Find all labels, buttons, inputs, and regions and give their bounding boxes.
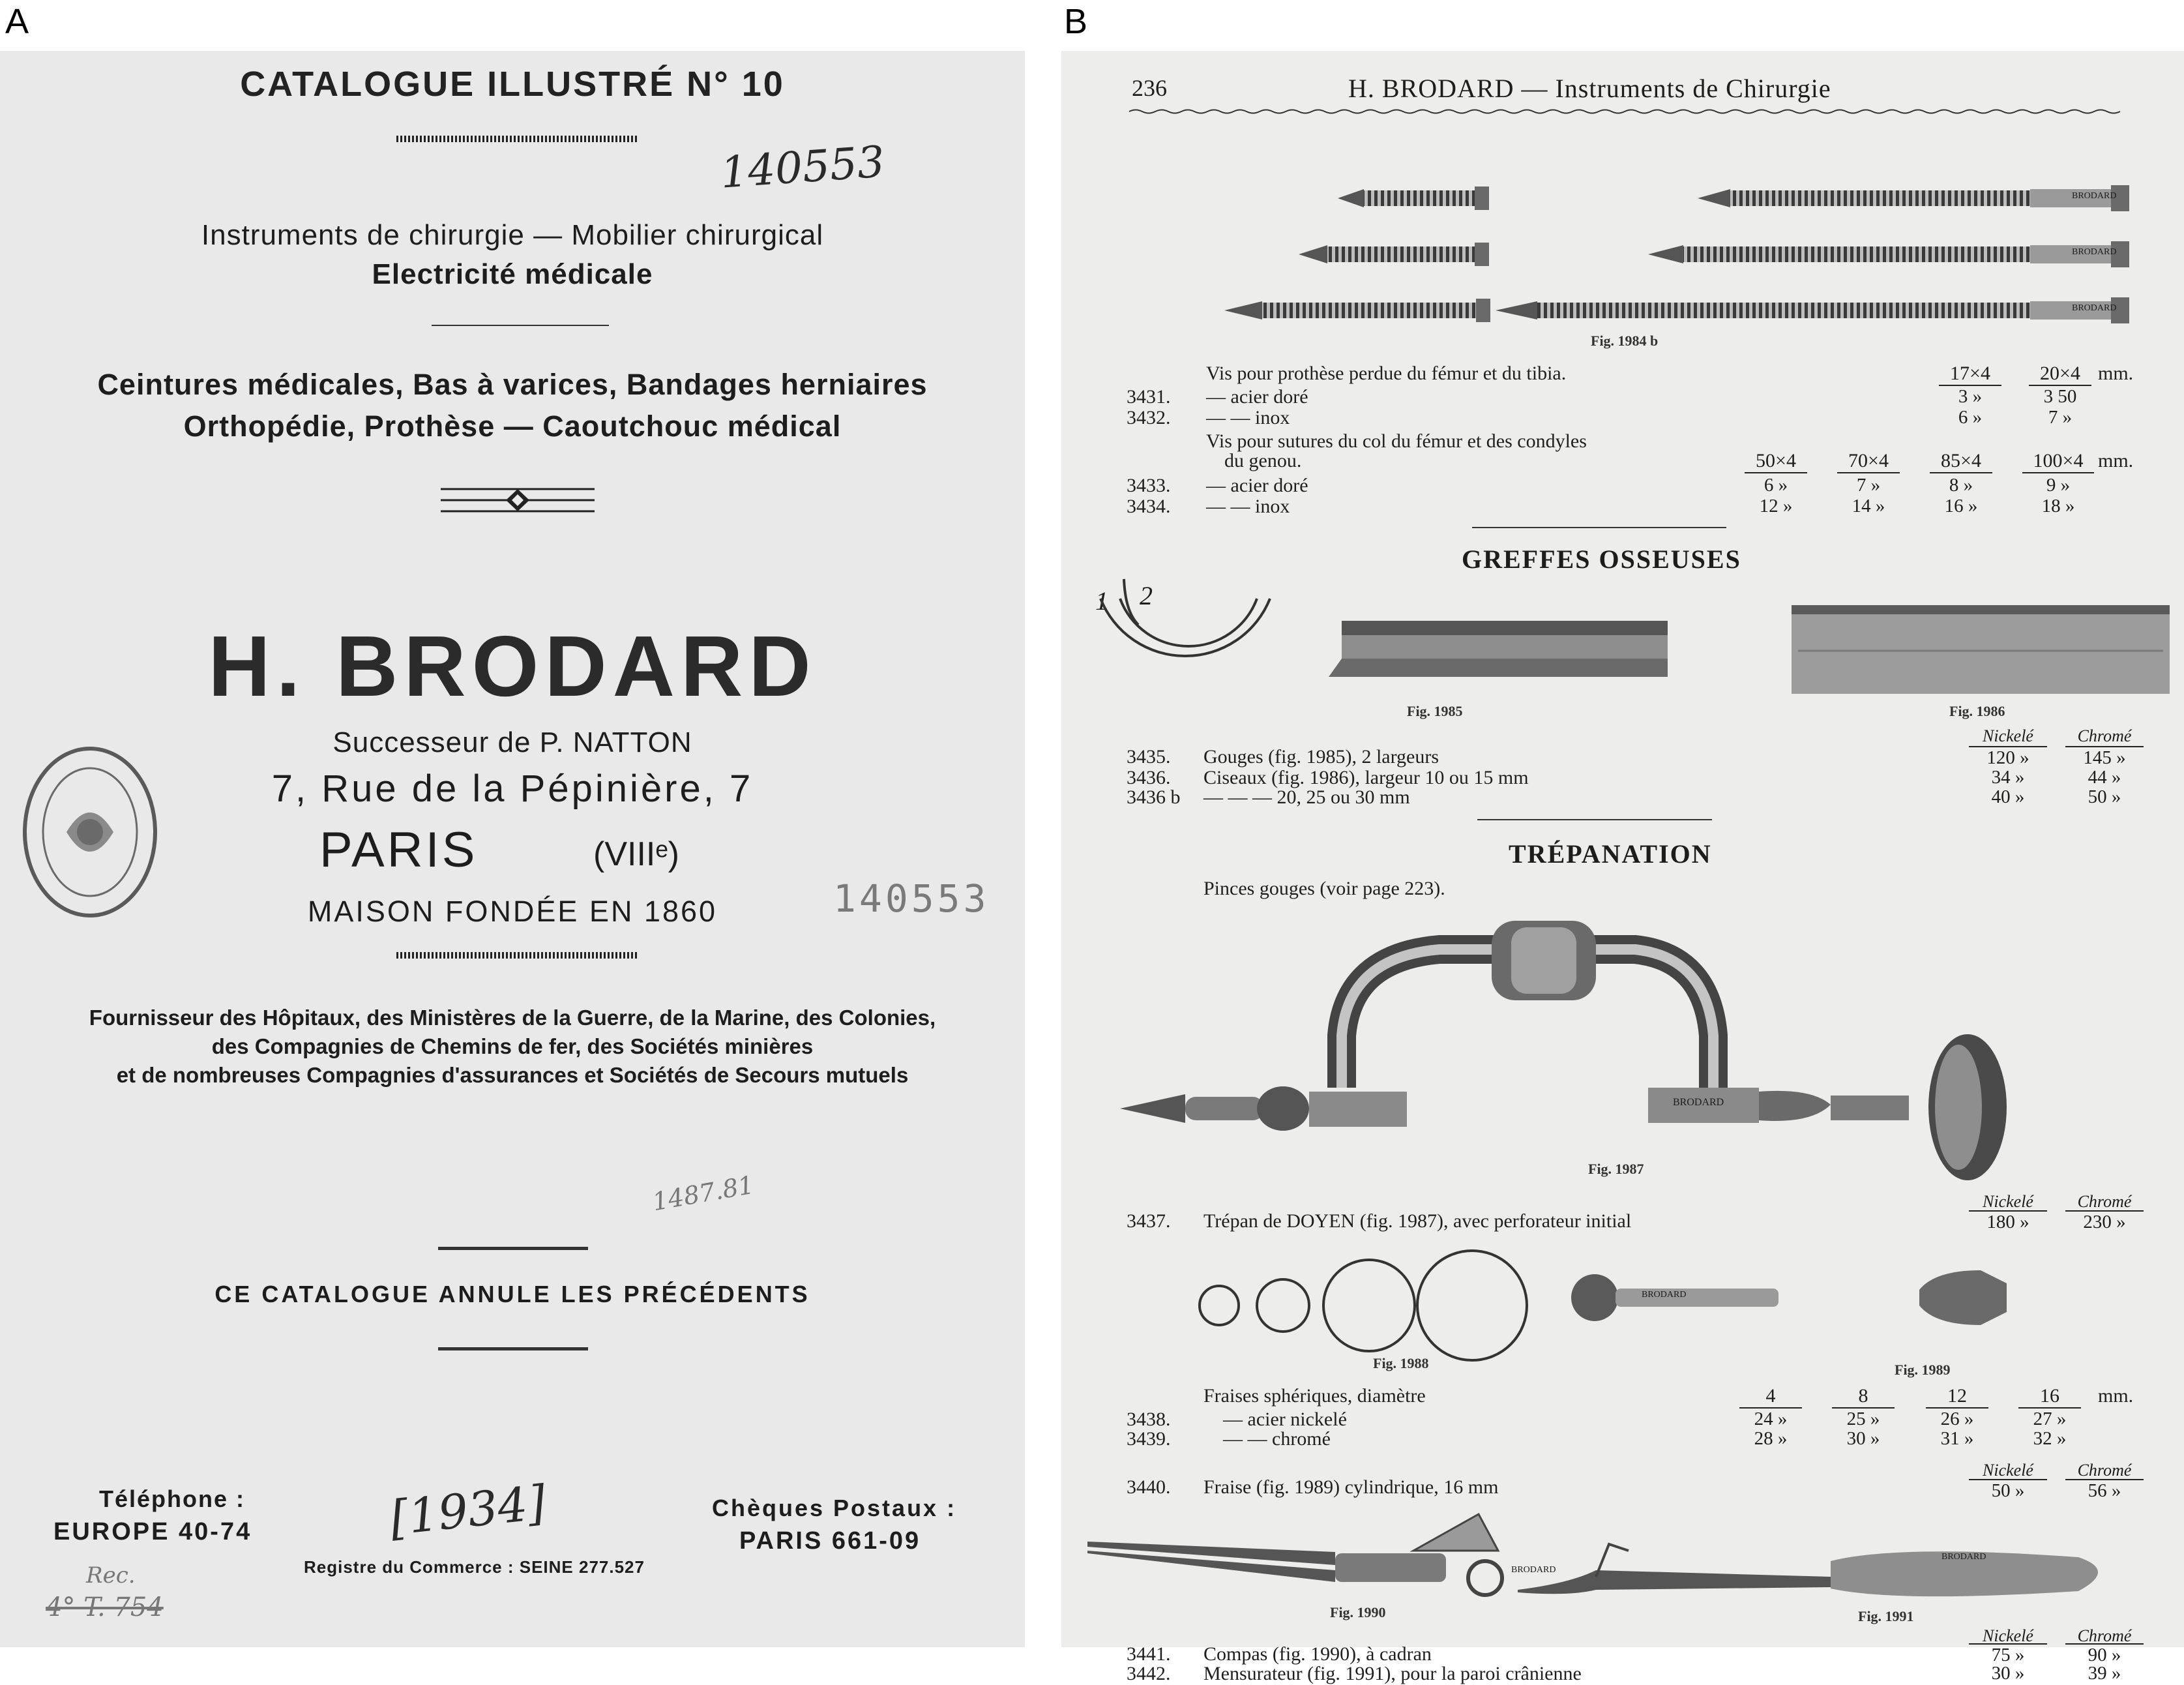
item-desc-3433: — acier doré [1206,475,1308,496]
annule-notice: CE CATALOGUE ANNULE LES PRÉCÉDENTS [214,1281,810,1307]
item-code-3436: 3436. [1127,767,1171,788]
item-code-3440: 3440. [1127,1476,1171,1498]
column-header-nickele: Nickelé [1983,1461,2033,1480]
price-3436-nickele: 34 » [1991,767,2025,788]
price-3434: 18 » [2041,496,2075,516]
library-stamp-icon [14,734,166,930]
cover-line-instruments: Instruments de chirurgie — Mobilier chirurgical [201,219,824,251]
screw-brand-mark: BRODARD [2072,247,2117,257]
rule [432,325,609,326]
stamped-number: 140553 [833,876,990,921]
screws-illustration [1061,129,2184,325]
item-desc-3441: Compas (fig. 1990), à cadran [1203,1643,1432,1665]
item-code-3438: 3438. [1127,1409,1171,1430]
compas-mensurateur-illustration [1061,1505,2184,1616]
column-header-nickele: Nickelé [1983,1192,2033,1211]
gouges-illustration [1061,586,2184,716]
price-3439: 32 » [2033,1428,2067,1449]
page-number: 236 [1132,75,1167,101]
price-3433: 7 » [1856,475,1881,496]
price-3434: 14 » [1852,496,1885,516]
item-desc-3437: Trépan de DOYEN (fig. 1987), avec perforateur initial [1203,1210,1632,1232]
price-3440-chrome: 56 » [2065,1479,2144,1502]
price-3438: 24 » [1754,1409,1788,1429]
diameter-header: 12 [1926,1385,1988,1409]
fraise-brand-mark: BRODARD [1642,1290,1687,1300]
column-header-chrome: Chromé [2077,726,2132,745]
price-3435-chrome: 145 » [2065,746,2144,769]
price-3438: 27 » [2033,1409,2067,1429]
fig-caption-1991: Fig. 1991 [1858,1608,1914,1624]
item-code-3431: 3431. [1127,386,1171,408]
panel-label-b: B [1064,2,1088,41]
item-code-3434: 3434. [1127,496,1171,517]
registre-line: Registre du Commerce : SEINE 277.527 [304,1557,645,1577]
vis-description: Vis pour prothèse perdue du fémur et du tibia. [1206,363,1567,384]
cover-line-ceintures: Ceintures médicales, Bas à varices, Bandages herniaires [97,368,928,401]
price-3435-nickele: 120 » [1969,746,2047,769]
pinces-gouges-note: Pinces gouges (voir page 223). [1203,878,1445,899]
rule [438,1247,588,1250]
column-header-chrome: Chromé [2077,1626,2132,1645]
size-header: 20×4 [2029,363,2091,386]
price-3434: 12 » [1759,496,1793,516]
price-3437-chrome: 230 » [2065,1210,2144,1233]
cover-line-electricite: Electricité médicale [372,258,653,290]
item-desc-3436: Ciseaux (fig. 1986), largeur 10 ou 15 mm [1203,767,1529,788]
fraises-description: Fraises sphériques, diamètre [1203,1385,1426,1407]
fig-caption-1985: Fig. 1985 [1407,703,1463,719]
mensurateur-brand-mark: BRODARD [1941,1552,1986,1562]
section-trepanation: TRÉPANATION [1509,839,1712,869]
size-header: 85×4 [1930,450,1992,473]
item-desc-3432: — — inox [1206,407,1290,428]
price-3441-chrome: 90 » [2065,1643,2144,1666]
item-code-3433: 3433. [1127,475,1171,496]
handwritten-year: [1934] [387,1474,549,1546]
price-3436-chrome: 44 » [2088,767,2121,788]
handwritten-number: 140553 [718,136,887,198]
price-3437-nickele: 180 » [1969,1210,2047,1233]
item-desc-3435: Gouges (fig. 1985), 2 largeurs [1203,746,1439,768]
cheques-value: PARIS 661-09 [739,1527,921,1555]
item-desc-3436b: — — — 20, 25 ou 30 mm [1203,786,1410,808]
compas-brand-mark: BRODARD [1511,1565,1556,1575]
unit-label: mm. [2098,450,2134,471]
successor-line: Successeur de P. NATTON [332,726,692,758]
item-desc-3440: Fraise (fig. 1989) cylindrique, 16 mm [1203,1476,1499,1498]
cheques-label: Chèques Postaux : [712,1495,957,1521]
price-3433: 9 » [2046,475,2071,496]
item-code-3441: 3441. [1127,1643,1171,1665]
column-header-nickele: Nickelé [1983,726,2033,745]
supplier-line-3: et de nombreuses Compagnies d'assurances et Sociétés de Secours mutuels [116,1063,909,1087]
phone-label: Téléphone : [99,1485,246,1512]
price-3432-20x4: 7 » [2048,407,2073,428]
diameter-header: 4 [1739,1385,1802,1409]
price-3439: 30 » [1846,1428,1880,1449]
ornament-icon [441,484,595,516]
dotted-rule [396,136,638,142]
header-wavy-rule [1129,108,2120,115]
price-3438: 25 » [1846,1409,1880,1429]
supplier-line-1: Fournisseur des Hôpitaux, des Ministères de la Guerre, de la Marine, des Colonies, [89,1006,936,1030]
price-3442-nickele: 30 » [1991,1663,2025,1684]
item-desc-3438: — acier nickelé [1223,1409,1347,1430]
cover-line-orthopedie: Orthopédie, Prothèse — Caoutchouc médical [183,410,842,443]
handwritten-small-number: 1487.81 [650,1170,756,1217]
screw-brand-mark: BRODARD [2072,191,2117,201]
price-3442-chrome: 39 » [2088,1663,2121,1684]
sutures-description-2: du genou. [1224,450,1302,471]
item-code-3436b: 3436 b [1127,786,1181,808]
size-header: 100×4 [2022,450,2094,473]
size-header: 70×4 [1837,450,1900,473]
gouge-label-1: 1 [1095,586,1108,616]
unit-label: mm. [2098,363,2134,384]
price-3432-17x4: 6 » [1958,407,1983,428]
price-3433: 8 » [1949,475,1973,496]
price-3438: 26 » [1940,1409,1974,1429]
unit-label: mm. [2098,1385,2134,1407]
sutures-description-1: Vis pour sutures du col du fémur et des condyles [1206,430,1587,452]
item-desc-3439: — — chromé [1223,1428,1331,1450]
column-header-nickele: Nickelé [1983,1626,2033,1645]
size-header: 50×4 [1745,450,1807,473]
running-header: H. BRODARD — Instruments de Chirurgie [1348,74,1831,103]
panel-label-a: A [5,2,29,41]
diameter-header: 8 [1832,1385,1895,1409]
item-code-3437: 3437. [1127,1210,1171,1232]
company-name: H. BRODARD [208,618,817,714]
price-3436b-chrome: 50 » [2088,786,2121,807]
item-desc-3442: Mensurateur (fig. 1991), pour la paroi crânienne [1203,1663,1582,1684]
rule [438,1347,588,1350]
price-3440-nickele: 50 » [1969,1479,2047,1502]
fig-caption-1986: Fig. 1986 [1949,703,2005,719]
price-3431-20x4: 3 50 [2043,386,2077,407]
address-line: 7, Rue de la Pépinière, 7 [271,768,754,810]
fraises-illustration [1061,1244,2184,1362]
price-3433: 6 » [1763,475,1788,496]
supplier-line-2: des Compagnies de Chemins de fer, des Sociétés minières [211,1034,814,1058]
price-3439: 28 » [1754,1428,1788,1449]
district: (VIIIᵉ) [593,835,679,873]
item-code-3439: 3439. [1127,1428,1171,1450]
catalogue-cover-page [0,51,1025,1647]
fig-caption-1989: Fig. 1989 [1895,1362,1951,1378]
gouge-label-2: 2 [1140,581,1153,610]
diameter-header: 16 [2018,1385,2081,1409]
trepan-brand-mark: BRODARD [1673,1097,1724,1108]
rule [1477,819,1712,820]
rule [1472,527,1726,528]
phone-value: EUROPE 40-74 [53,1518,252,1545]
handwritten-reference: 4° T. 754 [46,1592,164,1622]
item-desc-3434: — — inox [1206,496,1290,517]
city-name: PARIS [319,822,478,878]
section-greffes-osseuses: GREFFES OSSEUSES [1462,544,1741,574]
cover-title: CATALOGUE ILLUSTRÉ N° 10 [240,65,785,104]
item-desc-3431: — acier doré [1206,386,1308,408]
item-code-3442: 3442. [1127,1663,1171,1684]
catalogue-page-236 [1061,51,2184,1684]
price-3434: 16 » [1944,496,1978,516]
price-3439: 31 » [1940,1428,1974,1449]
fig-caption-1990: Fig. 1990 [1330,1604,1386,1620]
trepan-illustration [1061,899,2184,1172]
fig-caption-1988: Fig. 1988 [1373,1355,1429,1371]
price-3431-17x4: 3 » [1958,386,1983,407]
column-header-chrome: Chromé [2077,1192,2132,1211]
screw-brand-mark: BRODARD [2072,303,2117,313]
founded-line: MAISON FONDÉE EN 1860 [307,895,718,928]
dotted-rule [396,952,638,959]
size-header: 17×4 [1939,363,2001,386]
item-code-3432: 3432. [1127,407,1171,428]
fig-caption-1984b: Fig. 1984 b [1591,333,1659,349]
price-3441-nickele: 75 » [1969,1643,2047,1666]
fig-caption-1987: Fig. 1987 [1588,1161,1644,1177]
price-3436b-nickele: 40 » [1991,786,2025,807]
handwritten-rec: Rec. [86,1562,136,1588]
item-code-3435: 3435. [1127,746,1171,768]
column-header-chrome: Chromé [2077,1461,2132,1480]
